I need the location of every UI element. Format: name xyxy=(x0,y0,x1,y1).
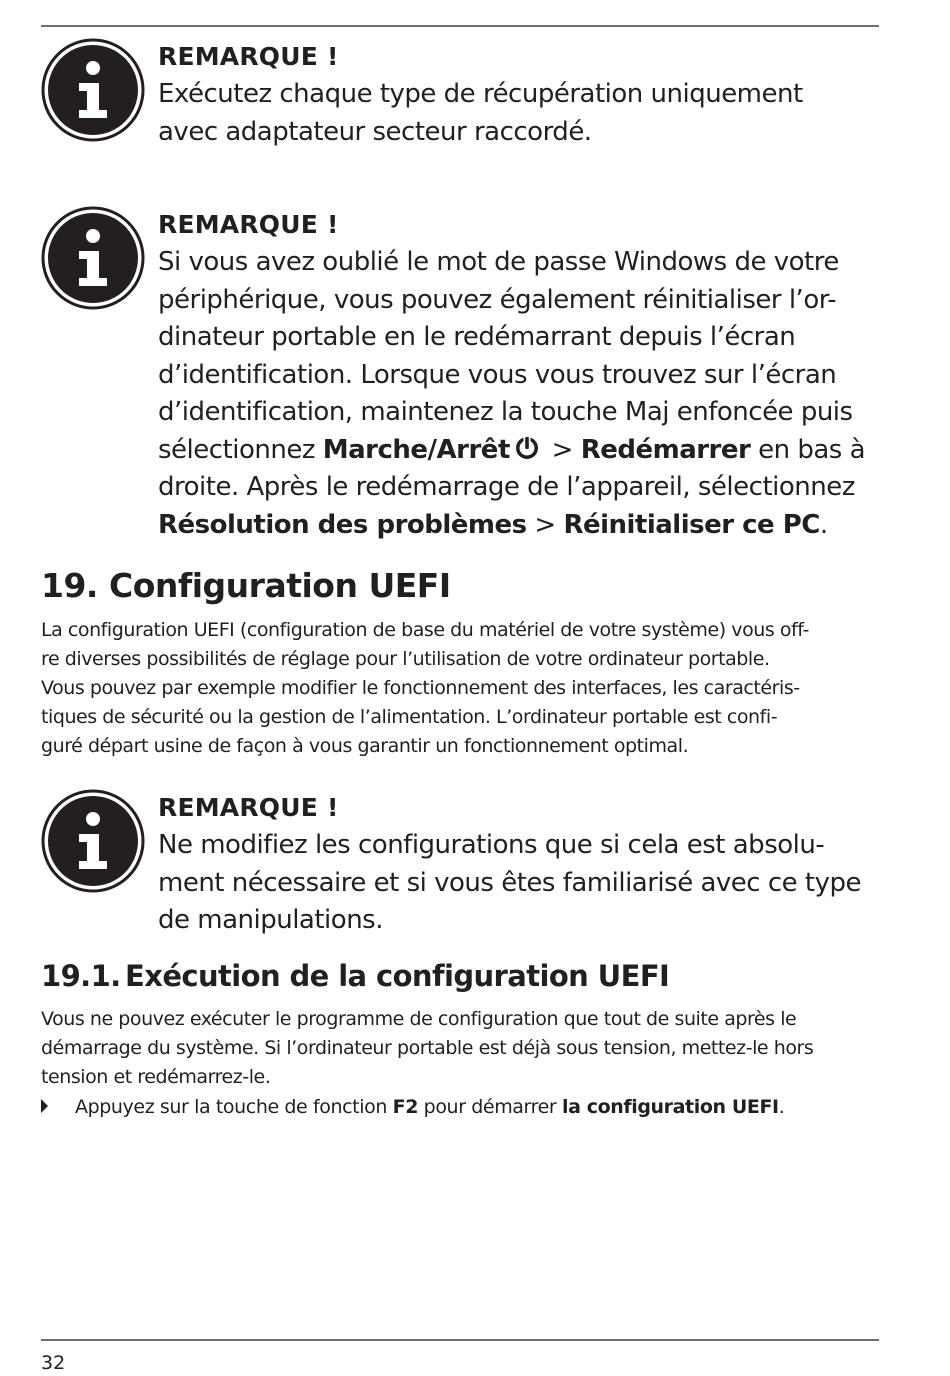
bullet-text xyxy=(75,1093,784,1122)
subsection-heading xyxy=(41,956,669,996)
note-line: périphérique, vous pouvez également réinitialiser l’or- xyxy=(158,284,837,315)
paragraph-line: Vous ne pouvez exécuter le programme de configuration que tout de suite après le xyxy=(41,1008,797,1030)
bold-key-f2: F2 xyxy=(392,1096,419,1118)
note-line: de manipulations. xyxy=(158,905,383,935)
bold-term-troubleshoot: Résolution des problèmes xyxy=(158,509,527,540)
note-line: Exécutez chaque type de récupération uniquement xyxy=(158,79,803,109)
triangle-bullet-icon xyxy=(41,1099,48,1113)
note-line xyxy=(158,432,888,470)
section-title: Configuration UEFI xyxy=(109,566,451,605)
note-line: Ne modifiez les configurations que si cela est absolu- xyxy=(158,830,825,860)
bottom-rule xyxy=(41,1339,879,1341)
note-line xyxy=(158,507,888,545)
note-line: droite. Après le redémarrage de l’appareil, sélectionnez xyxy=(158,472,855,502)
bold-term-reset-pc: Réinitialiser ce PC xyxy=(563,509,820,540)
section-paragraph xyxy=(41,616,881,761)
text-segment: pour démarrer xyxy=(418,1096,562,1118)
text-segment: > xyxy=(526,509,564,540)
text-segment: . xyxy=(778,1096,785,1118)
subsection-paragraph xyxy=(41,1005,881,1092)
note-title: REMARQUE ! xyxy=(158,42,339,71)
note-text xyxy=(158,76,888,151)
info-icon xyxy=(41,789,145,893)
note-text xyxy=(158,827,888,940)
paragraph-line: re diverses possibilités de réglage pour l’utilisation de votre ordinateur portable. xyxy=(41,648,770,670)
subsection-number: 19.1. xyxy=(41,959,121,993)
bold-term-uefi: la configuration UEFI xyxy=(561,1096,779,1118)
info-icon xyxy=(41,206,145,310)
power-icon xyxy=(512,433,542,463)
note-line: Si vous avez oublié le mot de passe Windows de votre xyxy=(158,247,839,277)
paragraph-line: tiques de sécurité ou la gestion de l’alimentation. L’ordinateur portable est confi- xyxy=(41,706,778,728)
top-rule xyxy=(41,25,879,27)
note-line: dinateur portable en le redémarrant depuis l’écran xyxy=(158,322,796,352)
note-line: d’identification. Lorsque vous vous trouvez sur l’écran xyxy=(158,359,837,390)
section-heading xyxy=(41,564,451,608)
paragraph-line: Vous pouvez par exemple modifier le fonctionnement des interfaces, les caractéris- xyxy=(41,677,800,699)
paragraph-line: démarrage du système. Si l’ordinateur portable est déjà sous tension, mettez-le hors xyxy=(41,1037,814,1059)
paragraph-line: tension et redémarrez-le. xyxy=(41,1066,271,1088)
text-segment: > xyxy=(543,434,581,465)
subsection-title: Exécution de la configuration UEFI xyxy=(125,959,670,993)
note-line: avec adaptateur secteur raccordé. xyxy=(158,116,592,147)
note-title: REMARQUE ! xyxy=(158,793,339,822)
note-line: ment nécessaire et si vous êtes familiarisé avec ce type xyxy=(158,867,861,898)
bold-term-restart: Redémarrer xyxy=(580,434,751,465)
paragraph-line: guré départ usine de façon à vous garantir un fonctionnement optimal. xyxy=(41,735,689,757)
page-number: 32 xyxy=(41,1352,66,1374)
text-segment: sélectionnez xyxy=(158,434,323,465)
info-icon xyxy=(41,38,145,142)
section-number: 19. xyxy=(41,566,98,605)
note-title: REMARQUE ! xyxy=(158,210,339,239)
paragraph-line: La configuration UEFI (configuration de base du matériel de votre système) vous off- xyxy=(41,619,809,641)
text-segment: . xyxy=(819,509,828,540)
text-segment: Appuyez sur la touche de fonction xyxy=(75,1096,393,1118)
note-line: d’identification, maintenez la touche Maj enfoncée puis xyxy=(158,397,853,427)
note-text xyxy=(158,244,888,544)
text-segment: en bas à xyxy=(750,434,866,465)
bold-term-power: Marche/Arrêt xyxy=(322,434,510,465)
